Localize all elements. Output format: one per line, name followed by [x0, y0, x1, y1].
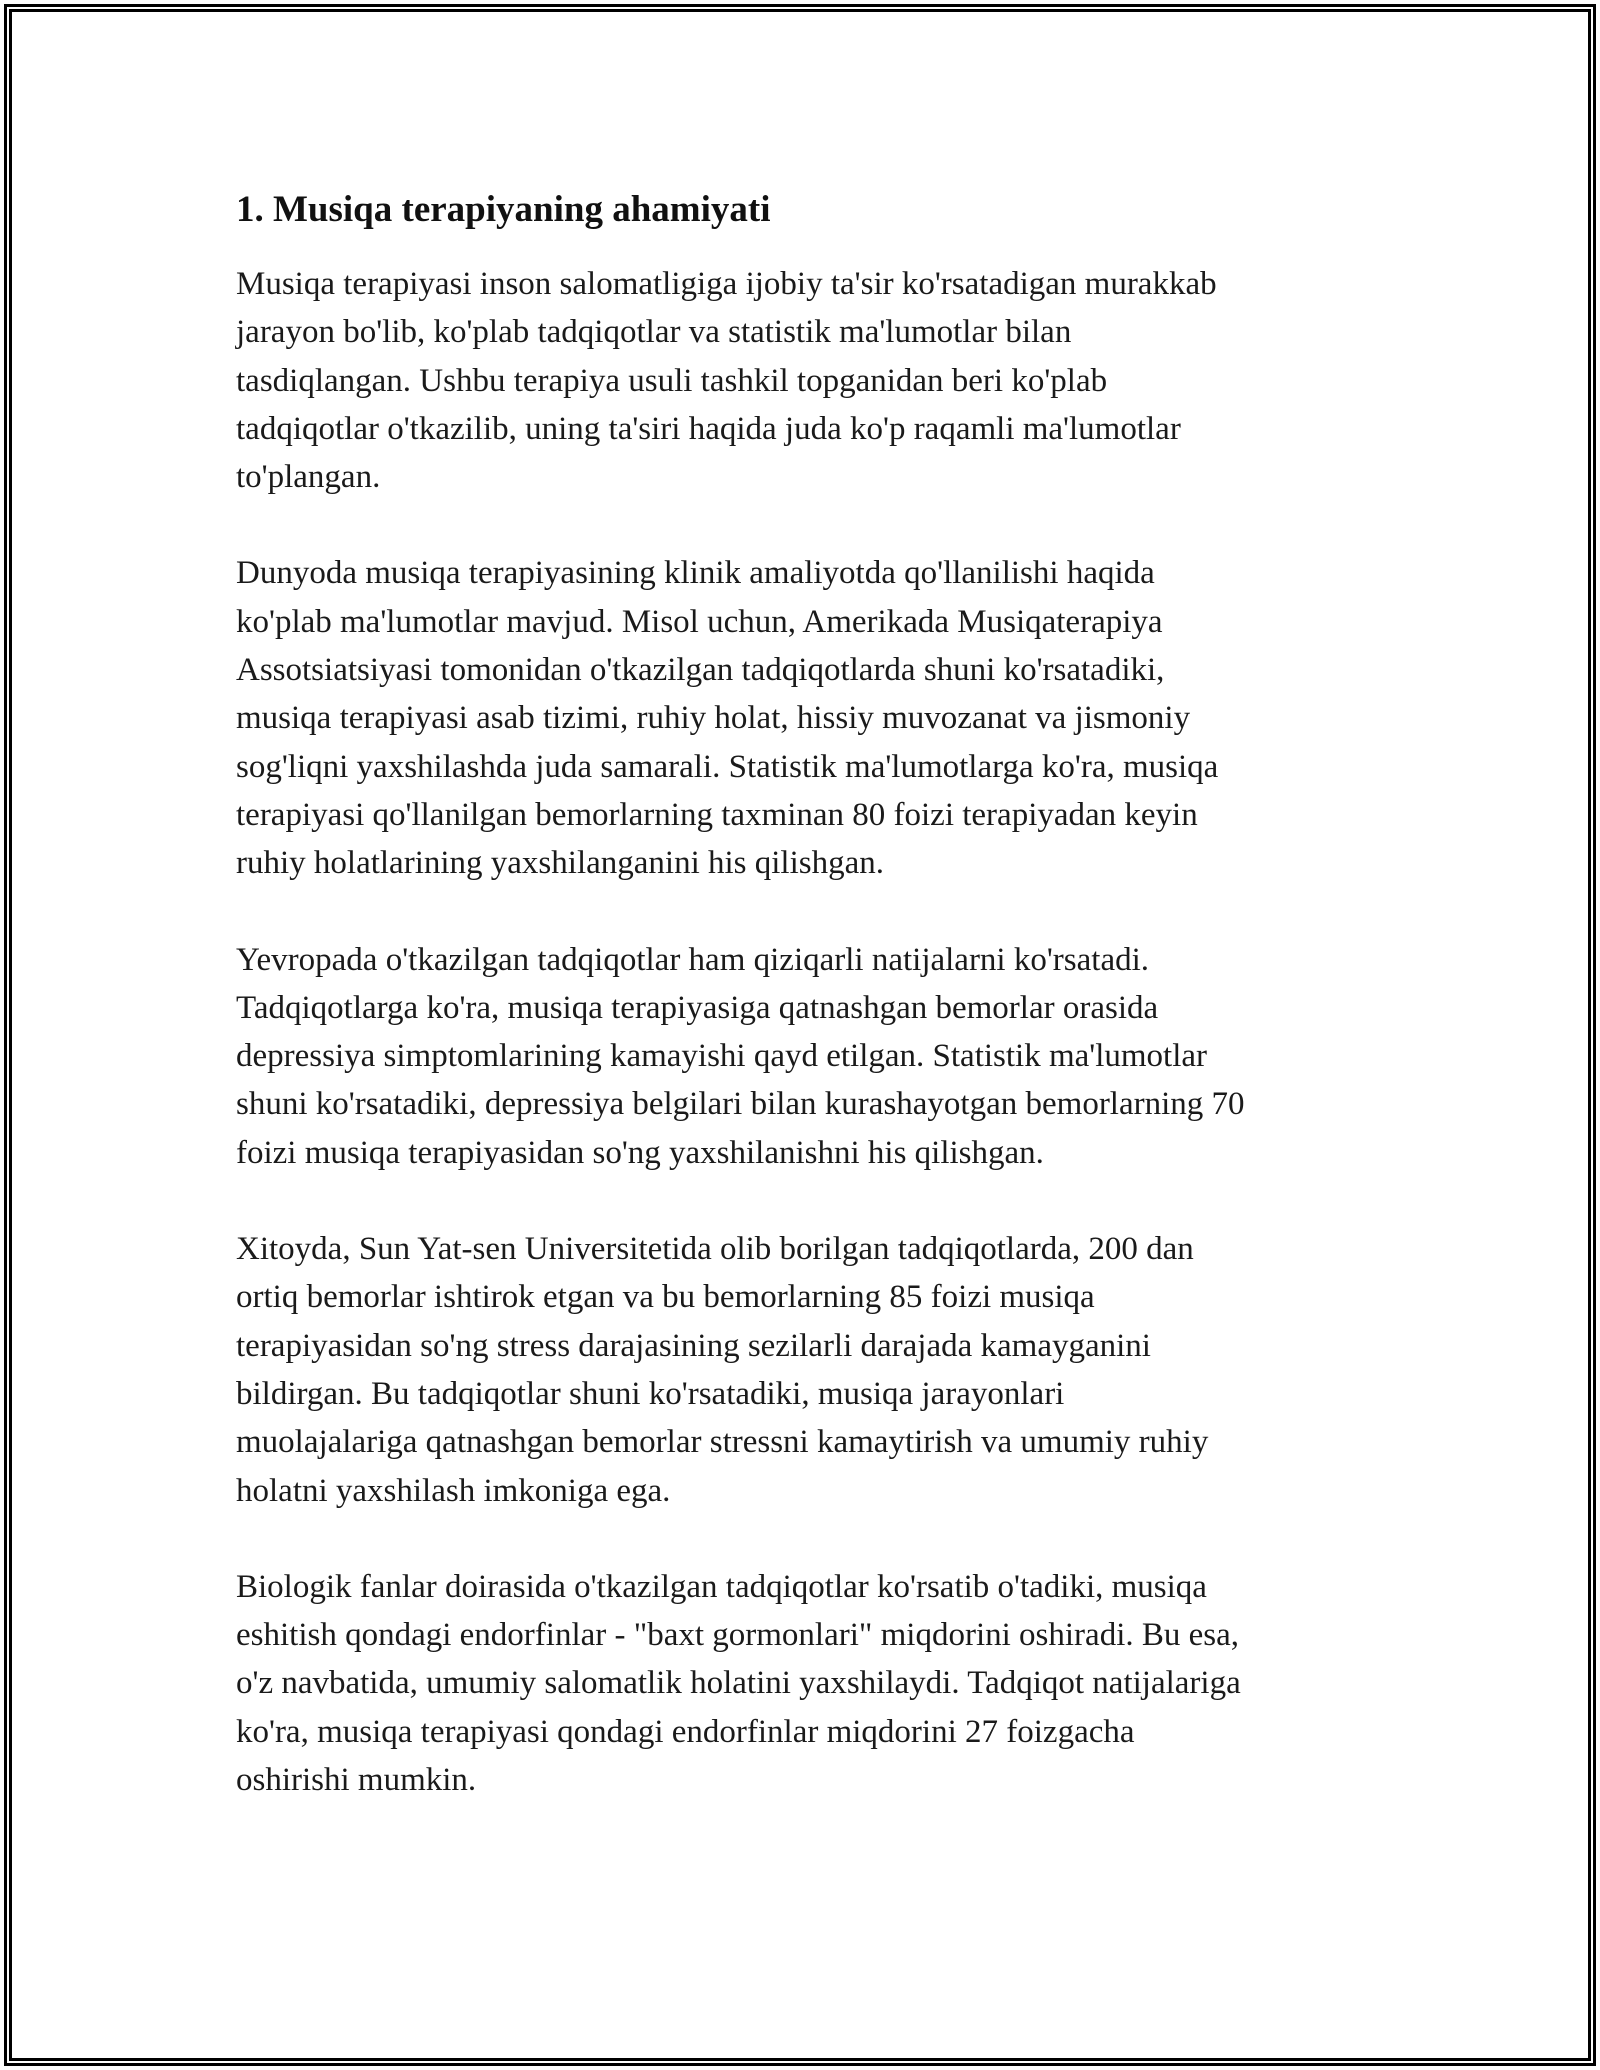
text-line: Biologik fanlar doirasida o'tkazilgan tadqiqotlar ko'rsatib o'tadiki, musiqa — [236, 1568, 1207, 1605]
paragraph-biology — [236, 1563, 1376, 1804]
paragraph-china — [236, 1225, 1376, 1515]
text-line: bildirgan. Bu tadqiqotlar shuni ko'rsatadiki, musiqa jarayonlari — [236, 1375, 1065, 1412]
text-line: muolajalariga qatnashgan bemorlar stressni kamaytirish va umumiy ruhiy — [236, 1424, 1209, 1461]
text-line: depressiya simptomlarining kamayishi qayd etilgan. Statistik ma'lumotlar — [236, 1038, 1208, 1075]
text-line: terapiyasidan so'ng stress darajasining sezilarli darajada kamayganini — [236, 1327, 1151, 1364]
paragraph-america — [236, 549, 1376, 887]
paragraph-europe — [236, 936, 1376, 1177]
paragraph-intro — [236, 260, 1376, 501]
text-line: Assotsiatsiyasi tomonidan o'tkazilgan tadqiqotlarda shuni ko'rsatadiki, — [236, 652, 1165, 689]
text-line: tadqiqotlar o'tkazilib, uning ta'siri haqida juda ko'p raqamli ma'lumotlar — [236, 410, 1181, 447]
text-line: tasdiqlangan. Ushbu terapiya usuli tashkil topganidan beri ko'plab — [236, 362, 1108, 399]
text-line: holatni yaxshilash imkoniga ega. — [236, 1472, 671, 1509]
text-line: terapiyasi qo'llanilgan bemorlarning taxminan 80 foizi terapiyadan keyin — [236, 796, 1198, 833]
text-line: ruhiy holatlarining yaxshilanganini his qilishgan. — [236, 845, 884, 882]
text-line: oshirishi mumkin. — [236, 1762, 477, 1799]
text-line: sog'liqni yaxshilashda juda samarali. Statistik ma'lumotlarga ko'ra, musiqa — [236, 748, 1219, 785]
text-line: musiqa terapiyasi asab tizimi, ruhiy holat, hissiy muvozanat va jismoniy — [236, 700, 1191, 737]
text-line: Musiqa terapiyasi inson salomatligiga ijobiy ta'sir ko'rsatadigan murakkab — [236, 266, 1217, 302]
text-line: foizi musiqa terapiyasidan so'ng yaxshilanishni his qilishgan. — [236, 1134, 1044, 1171]
text-line: ko'ra, musiqa terapiyasi qondagi endorfinlar miqdorini 27 foizgacha — [236, 1713, 1135, 1750]
text-line: shuni ko'rsatadiki, depressiya belgilari bilan kurashayotgan bemorlarning 70 — [236, 1086, 1245, 1123]
text-line: eshitish qondagi endorfinlar - "baxt gormonlari" miqdorini oshiradi. Bu esa, — [236, 1617, 1240, 1654]
text-line: Dunyoda musiqa terapiyasining klinik amaliyotda qo'llanilishi haqida — [236, 555, 1155, 592]
section-heading: 1. Musiqa terapiyaning ahamiyati — [236, 189, 771, 230]
document-body — [236, 186, 1376, 1852]
text-line: Tadqiqotlarga ko'ra, musiqa terapiyasiga qatnashgan bemorlar orasida — [236, 989, 1159, 1026]
text-line: Xitoyda, Sun Yat-sen Universitetida olib borilgan tadqiqotlarda, 200 dan — [236, 1231, 1194, 1268]
text-line: jarayon bo'lib, ko'plab tadqiqotlar va statistik ma'lumotlar bilan — [236, 314, 1072, 351]
text-line: to'plangan. — [236, 459, 381, 496]
text-line: o'z navbatida, umumiy salomatlik holatini yaxshilaydi. Tadqiqot natijalariga — [236, 1665, 1241, 1702]
text-line: ortiq bemorlar ishtirok etgan va bu bemorlarning 85 foizi musiqa — [236, 1279, 1095, 1316]
text-line: ko'plab ma'lumotlar mavjud. Misol uchun, Amerikada Musiqaterapiya — [236, 603, 1163, 640]
text-line: Yevropada o'tkazilgan tadqiqotlar ham qiziqarli natijalarni ko'rsatadi. — [236, 941, 1150, 978]
